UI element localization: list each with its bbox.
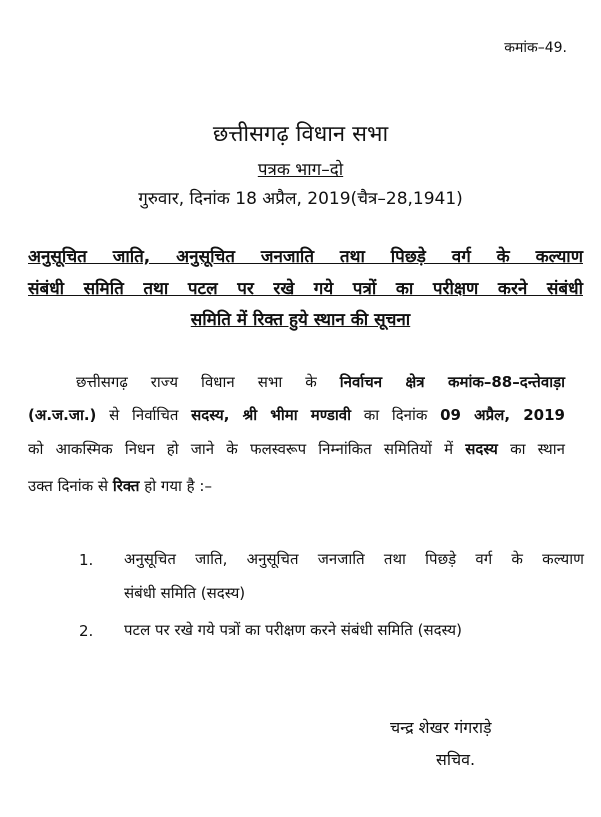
body-text: से निर्वाचित (109, 406, 179, 424)
list-item-1-line-2: संबंधी समिति (सदस्य) (124, 584, 246, 602)
list-item-1-line-1: अनुसूचित जाति, अनुसूचित जनजाति तथा पिछड़े वर्ग के कल्याण (124, 550, 584, 568)
page-title: छत्तीसगढ़ विधान सभा (212, 122, 389, 147)
body-text: छत्तीसगढ़ राज्य विधान सभा के (76, 373, 317, 391)
constituency: निर्वाचन क्षेत्र कमांक–88–दन्तेवाड़ा (339, 373, 565, 391)
body-text: को आकस्मिक निधन हो जाने के फलस्वरूप निम्नांकित समितियों में (28, 440, 454, 458)
list-number: 2. (79, 622, 94, 640)
body-line-1 (76, 372, 565, 392)
subject-line-1: अनुसूचित जाति, अनुसूचित जनजाति तथा पिछड़े वर्ग के कल्याण (28, 247, 583, 267)
body-member-word: सदस्य (465, 440, 498, 458)
signatory-designation: सचिव. (436, 750, 476, 769)
vacant-word: रिक्त (112, 477, 140, 495)
body-line-3 (28, 439, 565, 459)
subtitle-wrap (0, 157, 601, 180)
list-item-2-line-1: पटल पर रखे गये पत्रों का परीक्षण करने संबंधी समिति (सदस्य) (124, 621, 462, 639)
date-line: गुरुवार, दिनांक 18 अप्रैल, 2019(चैत्र–28,1941) (138, 189, 463, 209)
death-date: 09 अप्रैल, 2019 (440, 406, 565, 424)
body-text: हो गया है :– (144, 477, 212, 495)
reserved-category: (अ.ज.जा.) (28, 406, 97, 424)
signatory-name: चन्द्र शेखर गंगराड़े (390, 718, 492, 737)
list-number: 1. (79, 551, 94, 569)
body-line-2 (28, 405, 565, 425)
body-text: का दिनांक (363, 406, 428, 424)
member-name: सदस्य, श्री भीमा मण्डावी (191, 406, 351, 424)
subject-line-2: संबंधी समिति तथा पटल पर रखे गये पत्रों का परीक्षण करने संबंधी (28, 279, 583, 299)
reference-number: कमांक–49. (504, 40, 567, 56)
body-line-4 (28, 476, 565, 496)
body-text: उक्त दिनांक से (28, 477, 109, 495)
body-text: का स्थान (510, 440, 565, 458)
subject-line-3: समिति में रिक्त हुये स्थान की सूचना (190, 310, 411, 330)
subtitle: पत्रक भाग–दो (257, 160, 344, 180)
